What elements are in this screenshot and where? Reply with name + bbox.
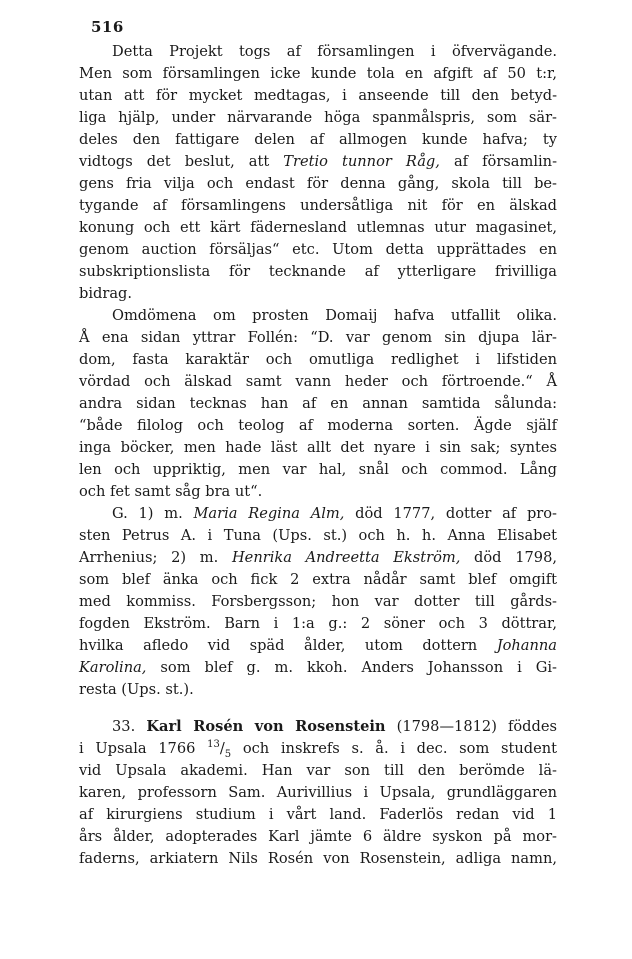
text-span: och fet samt såg bra ut“. (79, 483, 263, 500)
text-span: deles den fattigare delen af allmogen kunde hafva; ty (79, 131, 557, 148)
text-line-15 (79, 349, 557, 371)
text-span: Johanna (496, 637, 557, 654)
text-line-18 (79, 415, 557, 437)
text-span: 33. (112, 718, 147, 735)
text-line-1 (112, 41, 557, 63)
text-line-24 (79, 547, 557, 569)
text-span: 13 (207, 739, 220, 751)
text-line-10 (79, 239, 557, 261)
text-span: Tretio tunnor Råg, (283, 153, 440, 170)
text-span: andra sidan tecknas han af en annan samtida sålunda: (79, 395, 557, 412)
text-line-4 (79, 107, 557, 129)
text-line-33 (79, 760, 557, 782)
text-span: / (219, 740, 225, 757)
text-line-34 (79, 782, 557, 804)
text-span: konung och ett kärt fädernesland utlemnas utur magasinet, (79, 219, 557, 236)
text-line-35 (79, 804, 557, 826)
text-span: 5 (224, 748, 232, 760)
text-span: genom auction försäljas“ etc. Utom detta upprättades en (79, 241, 557, 258)
text-line-19 (79, 437, 557, 459)
text-span: Maria Regina Alm, (193, 505, 345, 522)
text-span: Å ena sidan yttrar Follén: “D. var genom sin djupa lär- (79, 329, 557, 346)
text-line-28 (79, 635, 557, 657)
text-span: subskriptionslista för tecknande af ytterligare frivilliga (79, 263, 557, 280)
text-line-13 (112, 305, 557, 327)
text-span: fogden Ekström. Barn i 1:a g.: 2 söner och 3 döttrar, (79, 615, 557, 632)
text-span: i Upsala 1766 (79, 740, 208, 757)
text-span: af församlin- (439, 153, 557, 170)
text-span: G. 1) m. (112, 505, 194, 522)
text-line-27 (79, 613, 557, 635)
text-span: Karl Rosén von Rosenstein (146, 718, 386, 735)
text-span: vidtogs det beslut, att (79, 153, 284, 170)
text-line-5 (79, 129, 557, 151)
text-span: karen, professorn Sam. Aurivillius i Upsala, grundläggaren (79, 784, 557, 801)
text-span: Detta Projekt togs af församlingen i öfvervägande. (112, 43, 557, 60)
text-line-11 (79, 261, 557, 283)
text-span: död 1798, (460, 549, 558, 566)
text-line-9 (79, 217, 557, 239)
text-span: inga böcker, men hade läst allt det nyare i sin sak; syntes (79, 439, 557, 456)
text-span: dom, fasta karaktär och omutliga redlighet i lifstiden (79, 351, 557, 368)
text-span: års ålder, adopterades Karl jämte 6 äldre syskon på mor- (79, 828, 557, 845)
text-line-26 (79, 591, 557, 613)
text-span: len och uppriktig, men var hal, snål och commod. Lång (79, 461, 557, 478)
text-line-37 (79, 848, 557, 870)
text-line-22 (112, 503, 557, 525)
text-span: faderns, arkiatern Nils Rosén von Rosenstein, adliga namn, (79, 850, 557, 867)
text-span: tygande af församlingens undersåtliga nit för en älskad (79, 197, 557, 214)
text-line-2 (79, 63, 557, 85)
text-line-23 (79, 525, 557, 547)
text-span: Henrika Andreetta Ekström, (231, 549, 461, 566)
text-span: bidrag. (79, 285, 133, 302)
text-line-30 (79, 679, 557, 701)
text-span: (1798—1812) föddes (385, 718, 557, 735)
text-span: som blef g. m. kkoh. Anders Johansson i Gi- (146, 659, 557, 676)
text-line-3 (79, 85, 557, 107)
text-line-31 (112, 716, 557, 738)
text-line-20 (79, 459, 557, 481)
text-span: som blef änka och fick 2 extra nådår samt blef omgift (79, 571, 557, 588)
text-line-25 (79, 569, 557, 591)
text-line-14 (79, 327, 557, 349)
text-span: Karolina, (79, 659, 147, 676)
text-span: med kommiss. Forsbergsson; hon var dotter till gårds- (79, 593, 557, 610)
text-span: hvilka afledo vid späd ålder, utom dottern (79, 637, 497, 654)
text-line-32 (79, 738, 557, 760)
text-span: af kirurgiens studium i vårt land. Faderlös redan vid 1 (79, 806, 557, 823)
text-span: liga hjälp, under närvarande höga spanmålspris, som sär- (79, 109, 557, 126)
text-span: sten Petrus A. i Tuna (Ups. st.) och h. h. Anna Elisabet (79, 527, 557, 544)
text-span: Men som församlingen icke kunde tola en afgift af 50 t:r, (79, 65, 557, 82)
text-span: gens fria vilja och endast för denna gång, skola till be- (79, 175, 557, 192)
text-line-29 (79, 657, 557, 679)
page-number: 516 (91, 18, 124, 36)
text-span: utan att för mycket medtagas, i anseende till den betyd- (79, 87, 557, 104)
text-line-17 (79, 393, 557, 415)
text-line-7 (79, 173, 557, 195)
text-span: död 1777, dotter af pro- (344, 505, 557, 522)
text-line-16 (79, 371, 557, 393)
text-span: “både filolog och teolog af moderna sorten. Ägde själf (79, 417, 557, 434)
text-span: vördad och älskad samt vann heder och förtroende.“ Å (79, 373, 557, 390)
text-line-21 (79, 481, 557, 503)
text-span: vid Upsala akademi. Han var son till den berömde lä- (79, 762, 557, 779)
text-line-8 (79, 195, 557, 217)
text-span: Arrhenius; 2) m. (79, 549, 232, 566)
text-span: resta (Ups. st.). (79, 681, 194, 698)
text-line-12 (79, 283, 557, 305)
text-span: och inskrefs s. å. i dec. som student (231, 740, 557, 757)
text-line-36 (79, 826, 557, 848)
text-span: Omdömena om prosten Domaij hafva utfallit olika. (112, 307, 557, 324)
text-line-6 (79, 151, 557, 173)
